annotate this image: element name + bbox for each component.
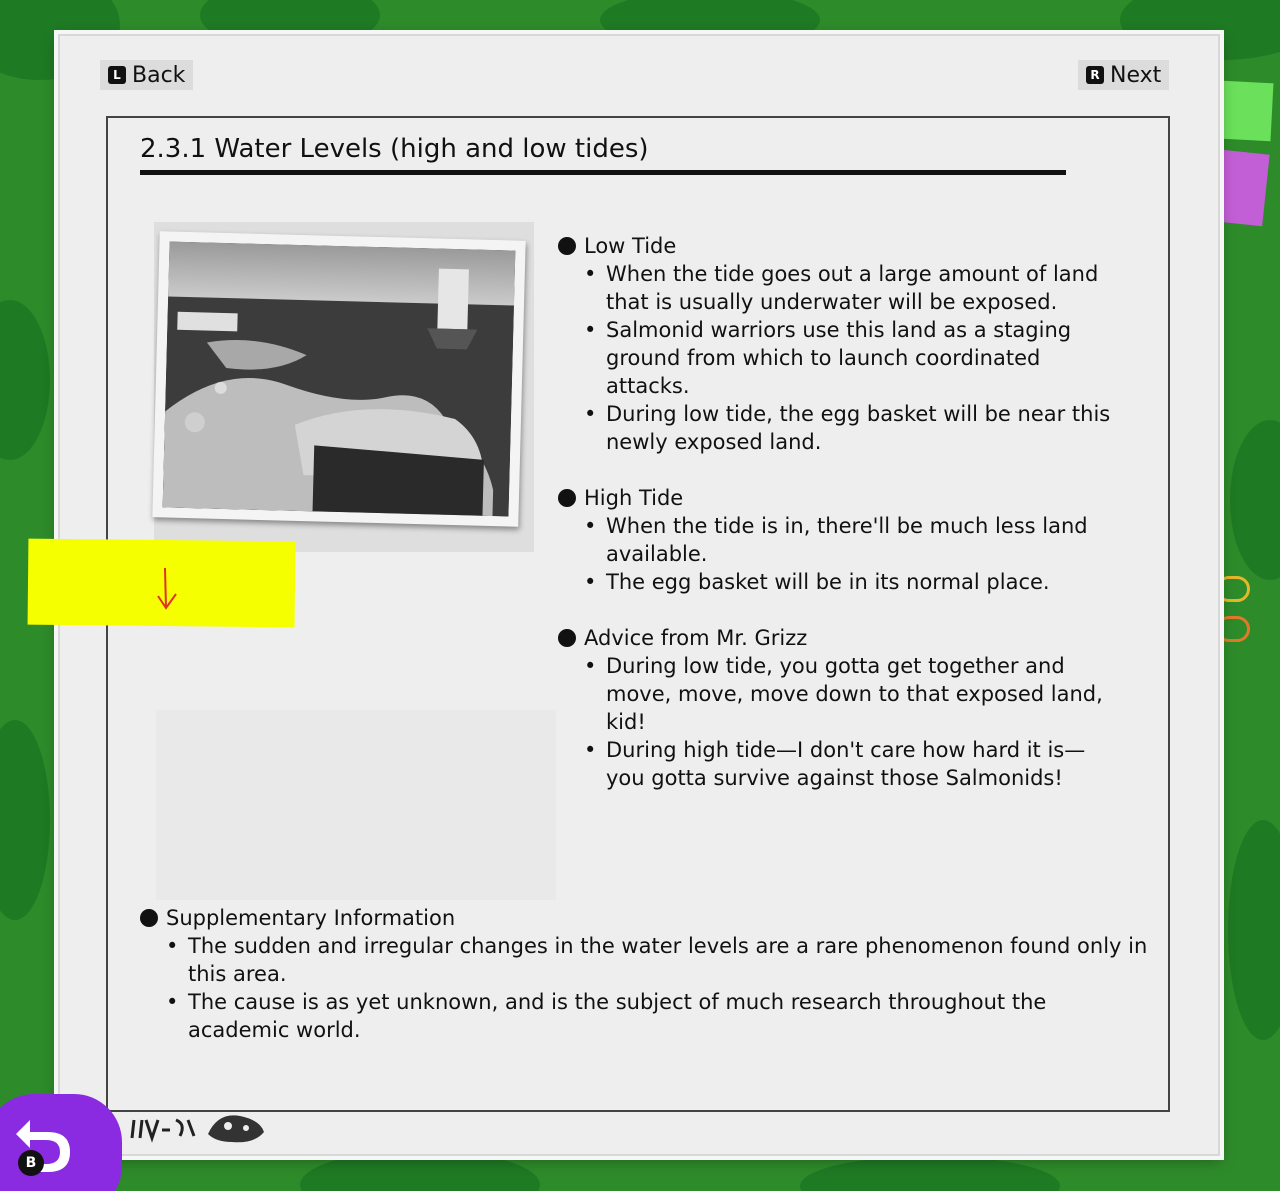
- paper-clip-orange: [1216, 616, 1250, 642]
- bullet-icon: [558, 629, 576, 647]
- section-title: 2.3.1 Water Levels (high and low tides): [140, 134, 649, 164]
- group-heading: Low Tide: [584, 234, 677, 258]
- tide-info-list: [558, 232, 1118, 820]
- title-underline: [140, 170, 1066, 175]
- back-label: Back: [132, 62, 186, 88]
- low-tide-group: [558, 232, 1118, 456]
- list-item: • During low tide, the egg basket will be near this newly exposed land.: [584, 400, 1118, 456]
- list-item: • The cause is as yet unknown, and is the subject of much research throughout the academic world.: [166, 988, 1150, 1044]
- b-button-icon: B: [18, 1150, 44, 1176]
- return-button[interactable]: [0, 1094, 122, 1191]
- tide-photo: [152, 231, 525, 526]
- group-heading: Advice from Mr. Grizz: [584, 626, 808, 650]
- low-tide-landscape-icon: [163, 242, 516, 517]
- faded-background-box: [156, 710, 556, 900]
- list-item: • The sudden and irregular changes in the water levels are a rare phenomenon found only in this area.: [166, 932, 1150, 988]
- bullet-icon: [558, 237, 576, 255]
- green-tab: [1221, 81, 1274, 142]
- red-down-arrow-icon: [152, 564, 182, 614]
- l-button-icon: L: [108, 66, 126, 84]
- list-item: • When the tide is in, there'll be much less land available.: [584, 512, 1118, 568]
- purple-tab: [1214, 150, 1269, 227]
- list-item: • During high tide—I don't care how hard it is—you gotta survive against those Salmonids!: [584, 736, 1118, 792]
- grizz-signature-icon: [128, 1106, 278, 1148]
- list-item: • When the tide goes out a large amount of land that is usually underwater will be exposed.: [584, 260, 1118, 316]
- bullet-icon: [140, 909, 158, 927]
- group-heading: Supplementary Information: [166, 906, 456, 930]
- supplementary-info: [140, 904, 1150, 1044]
- list-item: • During low tide, you gotta get together and move, move, move down to that exposed land, kid!: [584, 652, 1118, 736]
- high-tide-group: [558, 484, 1118, 596]
- advice-group: [558, 624, 1118, 792]
- paper-clip-yellow: [1216, 576, 1250, 602]
- next-button[interactable]: [1078, 60, 1169, 90]
- group-heading: High Tide: [584, 486, 684, 510]
- r-button-icon: R: [1086, 66, 1104, 84]
- bullet-icon: [558, 489, 576, 507]
- next-label: Next: [1110, 62, 1162, 88]
- back-button[interactable]: [100, 60, 193, 90]
- list-item: • Salmonid warriors use this land as a staging ground from which to launch coordinated attacks.: [584, 316, 1118, 400]
- list-item: • The egg basket will be in its normal place.: [584, 568, 1118, 596]
